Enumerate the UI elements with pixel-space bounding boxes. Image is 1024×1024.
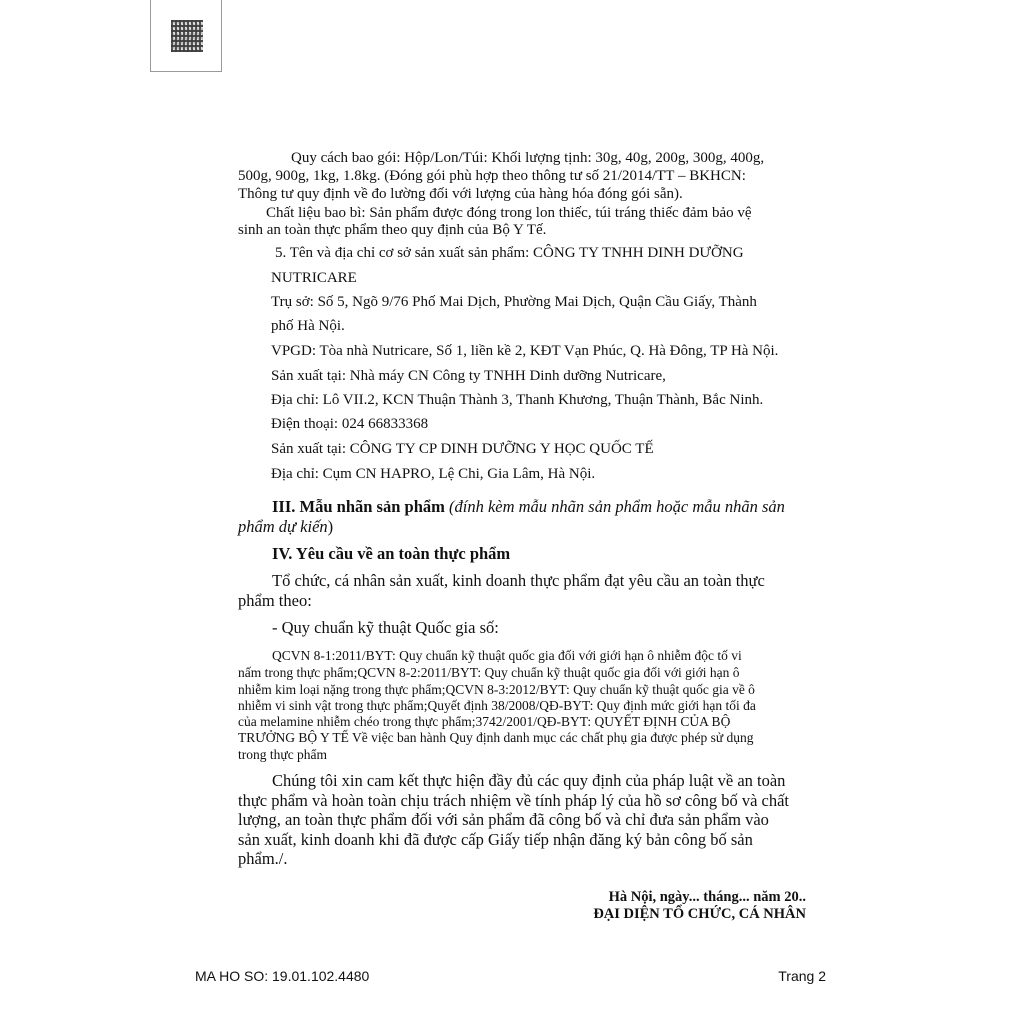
packaging-line: Chất liệu bao bì: Sản phẩm được đóng trong lon thiếc, túi tráng thiếc đảm bảo vệ [266,205,752,221]
commitment-line: thực phẩm và hoàn toàn chịu trách nhiệm về tính pháp lý của hồ sơ công bố và chất [238,791,790,810]
section3-line2 [238,517,333,537]
manufacturer-line: NUTRICARE [271,270,357,286]
packaging-line: Thông tư quy định về đo lường đối với lượng của hàng hóa đóng gói sẵn). [238,186,683,202]
signature-representative: ĐẠI DIỆN TỔ CHỨC, CÁ NHÂN [593,906,806,922]
qr-code-frame [150,0,222,72]
section3-note-cont: phẩm dự kiến [238,517,328,536]
standards-line: nhiễm kim loại nặng trong thực phẩm;QCVN 8-3:2012/BYT: Quy chuẩn kỹ thuật quốc gia về ô [238,682,755,697]
standards-line: của melamine nhiễm chéo trong thực phẩm;3742/2001/QĐ-BYT: QUYẾT ĐỊNH CỦA BỘ [238,714,731,729]
packaging-line: Quy cách bao gói: Hộp/Lon/Túi: Khối lượng tịnh: 30g, 40g, 200g, 300g, 400g, [291,150,765,166]
manufacturer-line: Địa chỉ: Lô VII.2, KCN Thuận Thành 3, Thanh Khương, Thuận Thành, Bắc Ninh. [271,392,764,408]
packaging-line: 500g, 900g, 1kg, 1.8kg. (Đóng gói phù hợp theo thông tư số 21/2014/TT – BKHCN: [238,168,746,184]
manufacturer-heading: 5. Tên và địa chỉ cơ sở sản xuất sản phẩm: CÔNG TY TNHH DINH DƯỠNG [275,245,744,261]
commitment-line: lượng, an toàn thực phẩm đối với sản phẩm đã công bố và chỉ đưa sản phẩm vào [238,810,769,829]
manufacturer-line: Sản xuất tại: CÔNG TY CP DINH DƯỠNG Y HỌC QUỐC TẾ [271,441,654,457]
manufacturer-line: Sản xuất tại: Nhà máy CN Công ty TNHH Dinh dưỡng Nutricare, [271,368,666,384]
dossier-code: MA HO SO: 19.01.102.4480 [195,968,370,984]
section3-line1 [272,497,785,517]
section4-intro: Tổ chức, cá nhân sản xuất, kinh doanh thực phẩm đạt yêu cầu an toàn thực [272,571,765,590]
manufacturer-line: VPGD: Tòa nhà Nutricare, Số 1, liền kề 2, KĐT Vạn Phúc, Q. Hà Đông, TP Hà Nội. [271,343,779,359]
manufacturer-line: Điện thoại: 024 66833368 [271,416,429,432]
section3-heading: III. Mẫu nhãn sản phẩm [272,497,445,516]
standards-line: TRƯỞNG BỘ Y TẾ Về việc ban hành Quy định danh mục các chất phụ gia được phép sử dụng [238,730,754,745]
manufacturer-line: Địa chỉ: Cụm CN HAPRO, Lệ Chi, Gia Lâm, Hà Nội. [271,466,596,482]
section4-intro: phẩm theo: [238,591,312,610]
packaging-line: sinh an toàn thực phẩm theo quy định của Bộ Y Tế. [238,222,547,238]
standards-line: nhiễm vi sinh vật trong thực phẩm;Quyết định 38/2008/QĐ-BYT: Quy định mức giới hạn tối đa [238,698,756,713]
commitment-line: phẩm./. [238,849,288,868]
commitment-line: Chúng tôi xin cam kết thực hiện đầy đủ các quy định của pháp luật về an toàn [272,771,786,790]
manufacturer-line: Trụ sở: Số 5, Ngõ 9/76 Phố Mai Dịch, Phường Mai Dịch, Quận Cầu Giấy, Thành [271,294,757,310]
section3-note: (đính kèm mẫu nhãn sản phẩm hoặc mẫu nhãn sản [449,497,785,516]
manufacturer-line: phố Hà Nội. [271,318,345,334]
section3-note-close: ) [327,517,334,536]
commitment-line: sản xuất, kinh doanh khi đã được cấp Giấy tiếp nhận đăng ký bản công bố sản [238,830,753,849]
signature-place-date: Hà Nội, ngày... tháng... năm 20.. [608,889,806,905]
standards-line: QCVN 8-1:2011/BYT: Quy chuẩn kỹ thuật quốc gia đối với giới hạn ô nhiễm độc tố vi [272,648,742,663]
page-number: Trang 2 [778,968,826,984]
standard-label: - Quy chuẩn kỹ thuật Quốc gia số: [272,618,499,637]
section4-heading: IV. Yêu cầu về an toàn thực phẩm [272,544,511,563]
qr-code-icon [171,20,203,52]
standards-line: trong thực phẩm [238,747,328,762]
standards-line: nấm trong thực phẩm;QCVN 8-2:2011/BYT: Quy chuẩn kỹ thuật quốc gia đối với giới hạn ô [238,665,740,680]
